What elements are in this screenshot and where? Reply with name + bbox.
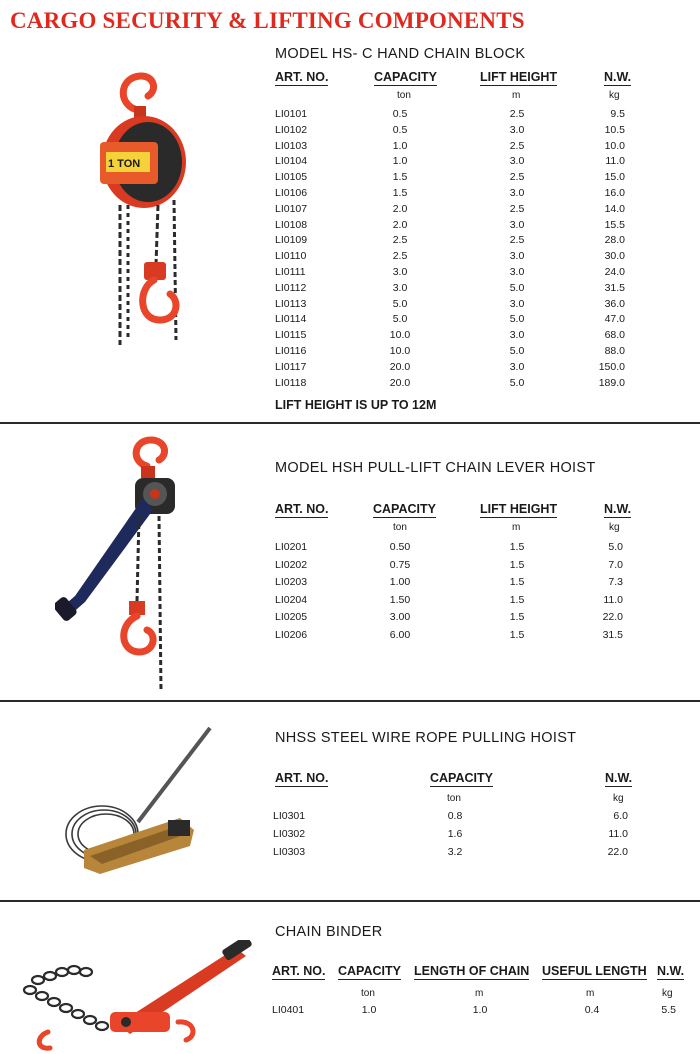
table-cell: 1.5 xyxy=(509,558,525,571)
table-cell: 6.0 xyxy=(613,810,628,822)
art-no-cell: LI0109 xyxy=(275,234,308,247)
table-cell: 36.0 xyxy=(604,297,625,310)
table-cell: 30.0 xyxy=(604,250,625,263)
art-no-cell: LI0116 xyxy=(275,345,307,357)
wire-rope-unit-capacity: ton xyxy=(447,793,461,804)
chain-block-header-capacity: CAPACITY xyxy=(374,70,437,84)
chain-binder-header-nw: N.W. xyxy=(657,964,685,978)
art-no-cell: LI0103 xyxy=(275,139,308,152)
lever-hoist-image xyxy=(55,436,185,696)
art-no-cell: LI0303 xyxy=(273,846,306,858)
chain-binder-model: CHAIN BINDER xyxy=(275,924,383,940)
art-no-cell: LI0205 xyxy=(275,611,308,624)
table-cell: 10.0 xyxy=(389,345,411,357)
table-cell: 0.5 xyxy=(392,108,408,120)
table-cell: 2.5 xyxy=(509,202,525,215)
art-no-cell: LI0108 xyxy=(275,218,308,231)
capacity-badge: 1 TON xyxy=(108,158,141,170)
art-no-cell: LI0110 xyxy=(275,250,307,263)
table-cell: 0.50 xyxy=(389,541,411,553)
art-no-cell: LI0203 xyxy=(275,576,308,589)
table-cell: 15.0 xyxy=(604,171,625,184)
table-cell: 68.0 xyxy=(604,329,625,342)
table-cell: 2.5 xyxy=(392,234,408,247)
table-cell: 3.0 xyxy=(509,218,525,231)
table-cell: 3.0 xyxy=(392,266,408,278)
art-no-cell: LI0201 xyxy=(275,541,308,553)
table-cell: 16.0 xyxy=(604,187,625,199)
table-cell: 28.0 xyxy=(604,234,625,247)
art-no-cell: LI0117 xyxy=(275,360,307,373)
art-no-cell: LI0204 xyxy=(275,593,308,606)
table-cell: 5.0 xyxy=(509,281,525,294)
chain-block-model: MODEL HS- C HAND CHAIN BLOCK xyxy=(275,46,526,62)
table-cell: 3.0 xyxy=(392,281,408,294)
table-cell: 1.0 xyxy=(392,155,408,168)
table-cell: 22.0 xyxy=(602,611,623,624)
table-cell: 7.3 xyxy=(608,576,623,589)
chain-block-unit-lift: m xyxy=(512,90,521,101)
art-no-cell: LI0202 xyxy=(275,558,308,571)
lever-hoist-header-nw: N.W. xyxy=(604,502,632,516)
table-cell: 150.0 xyxy=(598,360,625,373)
table-cell: 1.0 xyxy=(472,1004,488,1016)
wire-rope-hoist-image xyxy=(60,722,220,887)
table-cell: 5.0 xyxy=(509,313,525,326)
table-cell: 11.0 xyxy=(603,593,623,606)
table-cell: 11.0 xyxy=(608,828,628,840)
art-no-cell: LI0111 xyxy=(275,266,306,278)
chain-binder-header-art: ART. NO. xyxy=(272,964,326,978)
art-no-cell: LI0113 xyxy=(275,297,307,310)
section-divider xyxy=(0,422,700,424)
table-cell: 31.5 xyxy=(604,281,625,294)
chain-binder-unit-useful: m xyxy=(586,988,595,999)
art-no-cell: LI0105 xyxy=(275,171,308,184)
table-cell: 6.00 xyxy=(389,629,411,641)
art-no-cell: LI0118 xyxy=(275,376,307,389)
art-no-cell: LI0301 xyxy=(273,810,306,822)
table-cell: 1.50 xyxy=(389,593,411,606)
chain-binder-unit-nw: kg xyxy=(662,988,673,999)
table-cell: 2.5 xyxy=(509,234,525,247)
table-cell: 2.5 xyxy=(392,250,408,263)
table-cell: 14.0 xyxy=(604,202,625,215)
wire-rope-hoist-model: NHSS STEEL WIRE ROPE PULLING HOIST xyxy=(275,730,577,746)
table-cell: 5.0 xyxy=(392,297,408,310)
hand-chain-block-image xyxy=(88,70,198,355)
lever-hoist-unit-capacity: ton xyxy=(393,522,407,533)
table-cell: 5.5 xyxy=(661,1004,676,1016)
table-cell: 3.0 xyxy=(509,360,525,373)
table-cell: 5.0 xyxy=(509,376,525,389)
art-no-cell: LI0106 xyxy=(275,187,308,199)
chain-binder-image xyxy=(18,940,258,1052)
table-cell: 3.0 xyxy=(509,297,525,310)
table-cell: 11.0 xyxy=(605,155,625,168)
table-cell: 0.5 xyxy=(392,123,408,136)
table-cell: 3.0 xyxy=(509,329,525,342)
table-cell: 1.5 xyxy=(509,611,525,624)
table-cell: 24.0 xyxy=(604,266,625,278)
wire-rope-header-art: ART. NO. xyxy=(275,771,329,785)
table-cell: 1.6 xyxy=(447,828,463,840)
table-cell: 3.0 xyxy=(509,266,525,278)
table-cell: 15.5 xyxy=(604,218,625,231)
art-no-cell: LI0115 xyxy=(275,329,307,342)
lever-hoist-unit-nw: kg xyxy=(609,522,620,533)
table-cell: 5.0 xyxy=(509,345,525,357)
table-cell: 31.5 xyxy=(602,629,623,641)
chain-block-unit-nw: kg xyxy=(609,90,620,101)
art-no-cell: LI0102 xyxy=(275,123,308,136)
lift-height-note: LIFT HEIGHT IS UP TO 12M xyxy=(275,398,437,412)
table-cell: 2.0 xyxy=(392,218,408,231)
page-title: CARGO SECURITY & LIFTING COMPONENTS xyxy=(10,8,525,33)
table-cell: 2.0 xyxy=(392,202,408,215)
art-no-cell: LI0401 xyxy=(272,1004,305,1016)
table-cell: 10.0 xyxy=(604,139,625,152)
table-cell: 2.5 xyxy=(509,171,525,184)
art-no-cell: LI0112 xyxy=(275,281,307,294)
table-cell: 20.0 xyxy=(389,360,411,373)
table-cell: 9.5 xyxy=(610,108,625,120)
chain-block-unit-capacity: ton xyxy=(397,90,411,101)
chain-binder-header-useful: USEFUL LENGTH xyxy=(542,964,647,978)
table-cell: 20.0 xyxy=(389,376,411,389)
table-cell: 1.5 xyxy=(509,593,525,606)
section-divider xyxy=(0,900,700,902)
table-cell: 3.0 xyxy=(509,155,525,168)
art-no-cell: LI0206 xyxy=(275,629,308,641)
wire-rope-unit-nw: kg xyxy=(613,793,624,804)
table-cell: 5.0 xyxy=(608,541,623,553)
table-cell: 189.0 xyxy=(598,376,625,389)
section-divider xyxy=(0,700,700,702)
chain-binder-unit-capacity: ton xyxy=(361,988,375,999)
chain-block-header-nw: N.W. xyxy=(604,70,632,84)
table-cell: 0.8 xyxy=(447,810,463,822)
lever-hoist-unit-lift: m xyxy=(512,522,521,533)
table-cell: 1.5 xyxy=(509,576,525,589)
table-cell: 10.0 xyxy=(389,329,411,342)
wire-rope-header-nw: N.W. xyxy=(605,771,633,785)
table-cell: 22.0 xyxy=(607,846,628,858)
table-cell: 2.5 xyxy=(509,108,525,120)
wire-rope-header-capacity: CAPACITY xyxy=(430,771,493,785)
table-cell: 1.5 xyxy=(509,629,525,641)
table-cell: 2.5 xyxy=(509,139,525,152)
table-cell: 1.5 xyxy=(392,171,408,184)
lever-hoist-header-lift: LIFT HEIGHT xyxy=(480,502,558,516)
table-cell: 47.0 xyxy=(604,313,625,326)
chain-binder-header-length: LENGTH OF CHAIN xyxy=(414,964,530,978)
chain-block-header-art: ART. NO. xyxy=(275,70,329,84)
table-cell: 1.5 xyxy=(509,541,525,553)
chain-block-header-lift: LIFT HEIGHT xyxy=(480,70,558,84)
table-cell: 3.0 xyxy=(509,250,525,263)
table-cell: 3.0 xyxy=(509,187,525,199)
table-cell: 7.0 xyxy=(608,558,623,571)
table-cell: 88.0 xyxy=(604,345,625,357)
lever-hoist-model: MODEL HSH PULL-LIFT CHAIN LEVER HOIST xyxy=(275,460,596,476)
lever-hoist-header-art: ART. NO. xyxy=(275,502,329,516)
table-cell: 5.0 xyxy=(392,313,408,326)
chain-binder-unit-length: m xyxy=(475,988,484,999)
art-no-cell: LI0101 xyxy=(275,108,308,120)
art-no-cell: LI0302 xyxy=(273,828,306,840)
chain-binder-header-capacity: CAPACITY xyxy=(338,964,401,978)
lever-hoist-header-capacity: CAPACITY xyxy=(373,502,436,516)
table-cell: 1.5 xyxy=(392,187,408,199)
table-cell: 3.0 xyxy=(509,123,525,136)
art-no-cell: LI0104 xyxy=(275,155,308,168)
table-cell: 3.2 xyxy=(447,846,463,858)
table-cell: 10.5 xyxy=(604,123,625,136)
table-cell: 0.4 xyxy=(584,1004,600,1016)
art-no-cell: LI0114 xyxy=(275,313,307,326)
table-cell: 1.0 xyxy=(392,139,408,152)
table-cell: 3.00 xyxy=(389,611,411,624)
table-cell: 0.75 xyxy=(389,558,411,571)
table-cell: 1.0 xyxy=(361,1004,377,1016)
art-no-cell: LI0107 xyxy=(275,202,308,215)
table-cell: 1.00 xyxy=(389,576,411,589)
